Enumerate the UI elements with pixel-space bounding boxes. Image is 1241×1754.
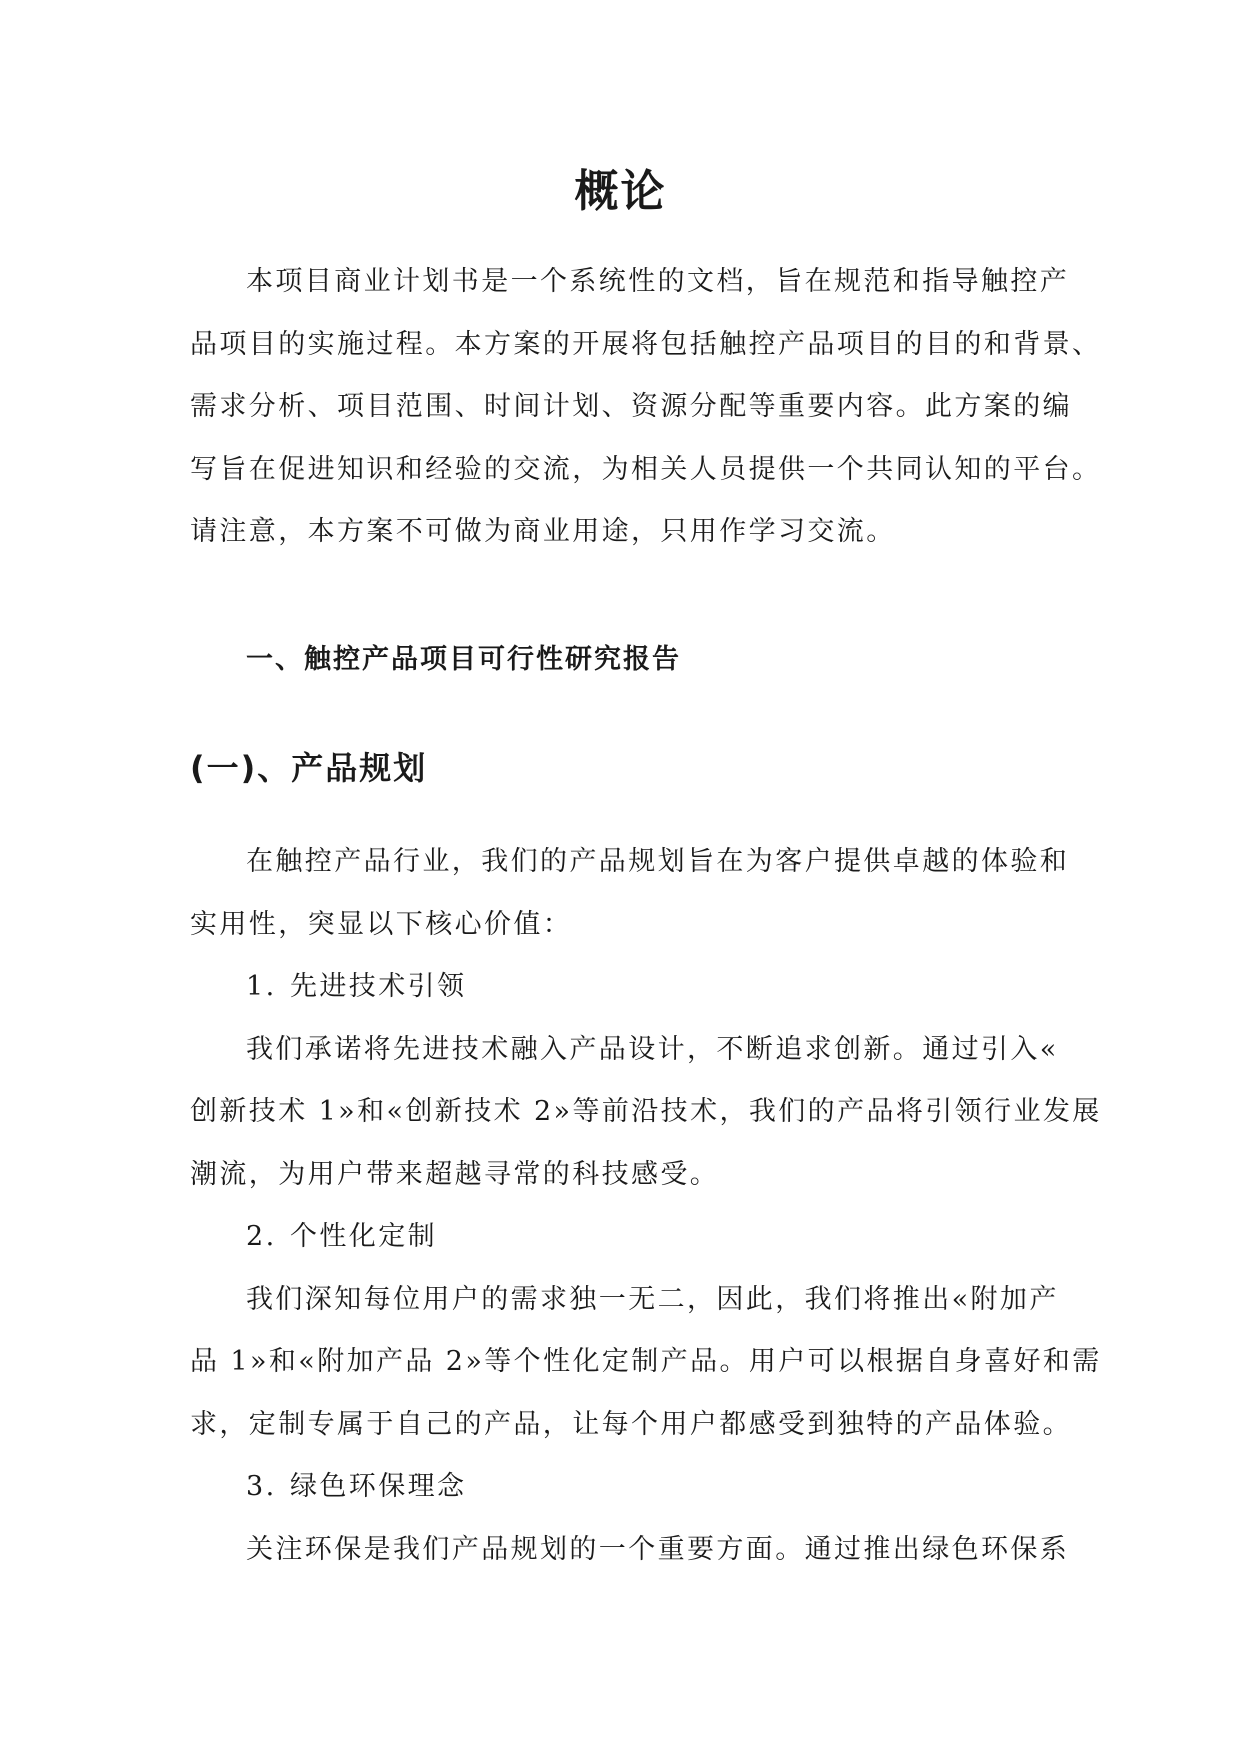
subsection-intro-line: 在触控产品行业，我们的产品规划旨在为客户提供卓越的体验和 [246,846,1070,877]
list-item-heading [190,1456,1050,1519]
intro-line: 写旨在促进知识和经验的交流，为相关人员提供一个共同认知的平台。 [190,453,1102,485]
intro-paragraph [190,251,1102,564]
list-item-line: 我们深知每位用户的需求独一无二，因此，我们将推出«附加产 [246,1283,1059,1315]
intro-line: 请注意，本方案不可做为商业用途，只用作学习交流。 [190,516,896,547]
subsection-body [190,831,1102,1581]
intro-line: 本项目商业计划书是一个系统性的文档，旨在规范和指导触控产 [246,266,1070,297]
subsection-intro-line: 实用性，突显以下核心价值： [190,908,573,940]
subsection-heading: (一)、产品规划 [190,749,428,787]
list-item-number: 2. [246,1221,277,1252]
list-item-title: 先进技术引领 [290,971,467,1002]
list-item-line: 求，定制专属于自己的产品，让每个用户都感受到独特的产品体验。 [190,1408,1072,1440]
list-item-line: 我们承诺将先进技术融入产品设计，不断追求创新。通过引入« [246,1033,1059,1065]
list-item-title: 绿色环保理念 [290,1471,467,1502]
list-item-line: 创新技术 1»和«创新技术 2»等前沿技术，我们的产品将引领行业发展 [190,1096,1102,1127]
list-item-number: 3. [246,1471,277,1502]
list-item-line: 品 1»和«附加产品 2»等个性化定制产品。用户可以根据自身喜好和需 [190,1346,1102,1377]
list-item-heading [190,956,1050,1019]
list-item-heading [190,1206,1050,1269]
intro-line: 需求分析、项目范围、时间计划、资源分配等重要内容。此方案的编 [190,391,1072,422]
list-item-number: 1. [246,971,277,1002]
section-heading: 一、触控产品项目可行性研究报告 [246,644,681,675]
list-item-line: 潮流，为用户带来超越寻常的科技感受。 [190,1158,720,1190]
list-item-line: 关注环保是我们产品规划的一个重要方面。通过推出绿色环保系 [246,1533,1070,1565]
document-title: 概论 [574,166,667,217]
intro-line: 品项目的实施过程。本方案的开展将包括触控产品项目的目的和背景、 [190,328,1102,360]
list-item-title: 个性化定制 [290,1221,437,1252]
